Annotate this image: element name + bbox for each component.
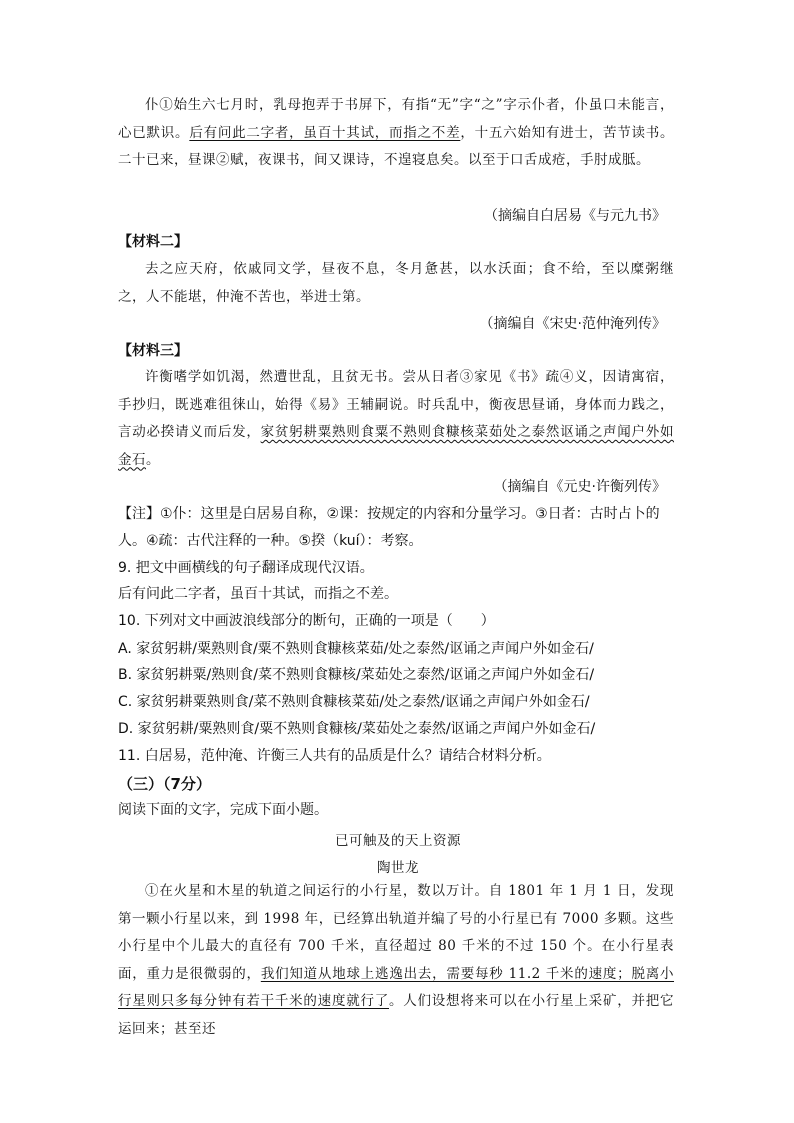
material-one-source: （摘编自白居易《与元九书》 — [484, 208, 666, 224]
section-three-instruction: 阅读下面的文字，完成下面小题。 — [118, 802, 328, 818]
question-9: 9. 把文中画横线的句子翻译成现代汉语。 — [118, 560, 374, 576]
option-c: C. 家贫躬耕粟熟则食/菜不熟则食糠核菜茹/处之泰然/讴诵之声闻户外如金石/ — [118, 694, 590, 710]
article-paragraph-1 — [118, 878, 674, 1043]
material-three-paragraph — [118, 364, 674, 474]
article-paragraph-1-text-end: 。人们设想将来可以在小行星上采矿，并把它运回来；甚至还 — [118, 993, 674, 1037]
option-d: D. 家贫躬耕/粟熟则食/粟不熟则食糠核/菜茹处之泰然/讴诵之声闻户外如金石/ — [118, 721, 596, 737]
material-two-source: （摘编自《宋史·范仲淹列传》 — [479, 316, 666, 332]
material-three-heading: 【材料三】 — [118, 343, 188, 359]
note-line-2: 人。④疏：古代注释的一种。⑤揆（kuí）：考察。 — [118, 533, 423, 549]
section-three-heading: （三）（7分） — [118, 775, 211, 793]
wavy-underlined-passage: 家贫躬耕粟熟则食粟不熟则食糠核菜茹处之泰然讴诵之声闻户外如金石 — [118, 424, 675, 468]
question-10: 10. 下列对文中画波浪线部分的断句，正确的一项是（ ） — [118, 613, 495, 629]
article-title: 已可触及的天上资源 — [335, 833, 461, 849]
material-two-heading: 【材料二】 — [118, 234, 188, 250]
material-one-paragraph — [118, 92, 674, 175]
question-11: 11. 白居易，范仲淹、许衡三人共有的品质是什么？请结合材料分析。 — [118, 748, 551, 764]
option-b: B. 家贫躬耕粟/熟则食/菜不熟则食糠核/菜茹处之泰然/讴诵之声闻户外如金石/ — [118, 667, 595, 683]
question-9-sentence: 后有问此二字者，虽百十其试，而指之不差。 — [118, 586, 398, 602]
article-author: 陶世龙 — [377, 860, 419, 876]
note-line-1: 【注】①仆：这里是白居易自称，②课：按规定的内容和分量学习。③日者：古时占卜的 — [118, 506, 660, 522]
material-three-text: 许衡嗜学如饥渴，然遭世乱，且贫无书。尝从日者③家见《书》疏④义，因请寓宿，手抄归，既逃难徂徕山，始得《易》王辅嗣说。时兵乱中，衡夜思昼诵，身体而力践之，言动必揆请义而后发， — [118, 369, 674, 440]
material-three-source: （摘编自《元史·许衡列传》 — [493, 479, 666, 495]
material-one-text-end: ，十五六始知有进士，苦节读书。二十已来，昼课②赋，夜课书，间又课诗，不遑寝息矣。以至于口舌成疮，手肘成胝。 — [118, 124, 675, 168]
material-two-paragraph: 去之应天府，依戚同文学，昼夜不息，冬月惫甚，以水沃面；食不给，至以糜粥继之，人不能堪，仲淹不苦也，举进士第。 — [118, 261, 674, 305]
article-underlined-sentence: 我们知道从地球上逃逸出去，需要每秒 11.2 千米的速度；脱离小行星则只多每分钟有若干千米的速度就行了 — [118, 965, 675, 1009]
material-three-text-end: 。 — [146, 451, 160, 468]
article-paragraph-1-text: ①在火星和木星的轨道之间运行的小行星，数以万计。自 1801 年 1 月 1 日，发现第一颗小行星以来，到 1998 年，已经算出轨道并编了号的小行星已有 7000 多颗。这些小行星中个儿最大的直径有 700 千米，直径超过 80 千米的不过 150 个。在小行星表面，重力是很微弱的， — [118, 883, 674, 982]
option-a: A. 家贫躬耕/粟熟则食/粟不熟则食糠核菜茹/处之泰然/讴诵之声闻户外如金石/ — [118, 641, 594, 657]
material-one-text: 仆①始生六七月时，乳母抱弄于书屏下，有指“无”字“之”字示仆者，仆虽口未能言，心已默识。 — [118, 97, 674, 141]
underlined-sentence: 后有问此二字者，虽百十其试，而指之不差 — [189, 124, 461, 141]
